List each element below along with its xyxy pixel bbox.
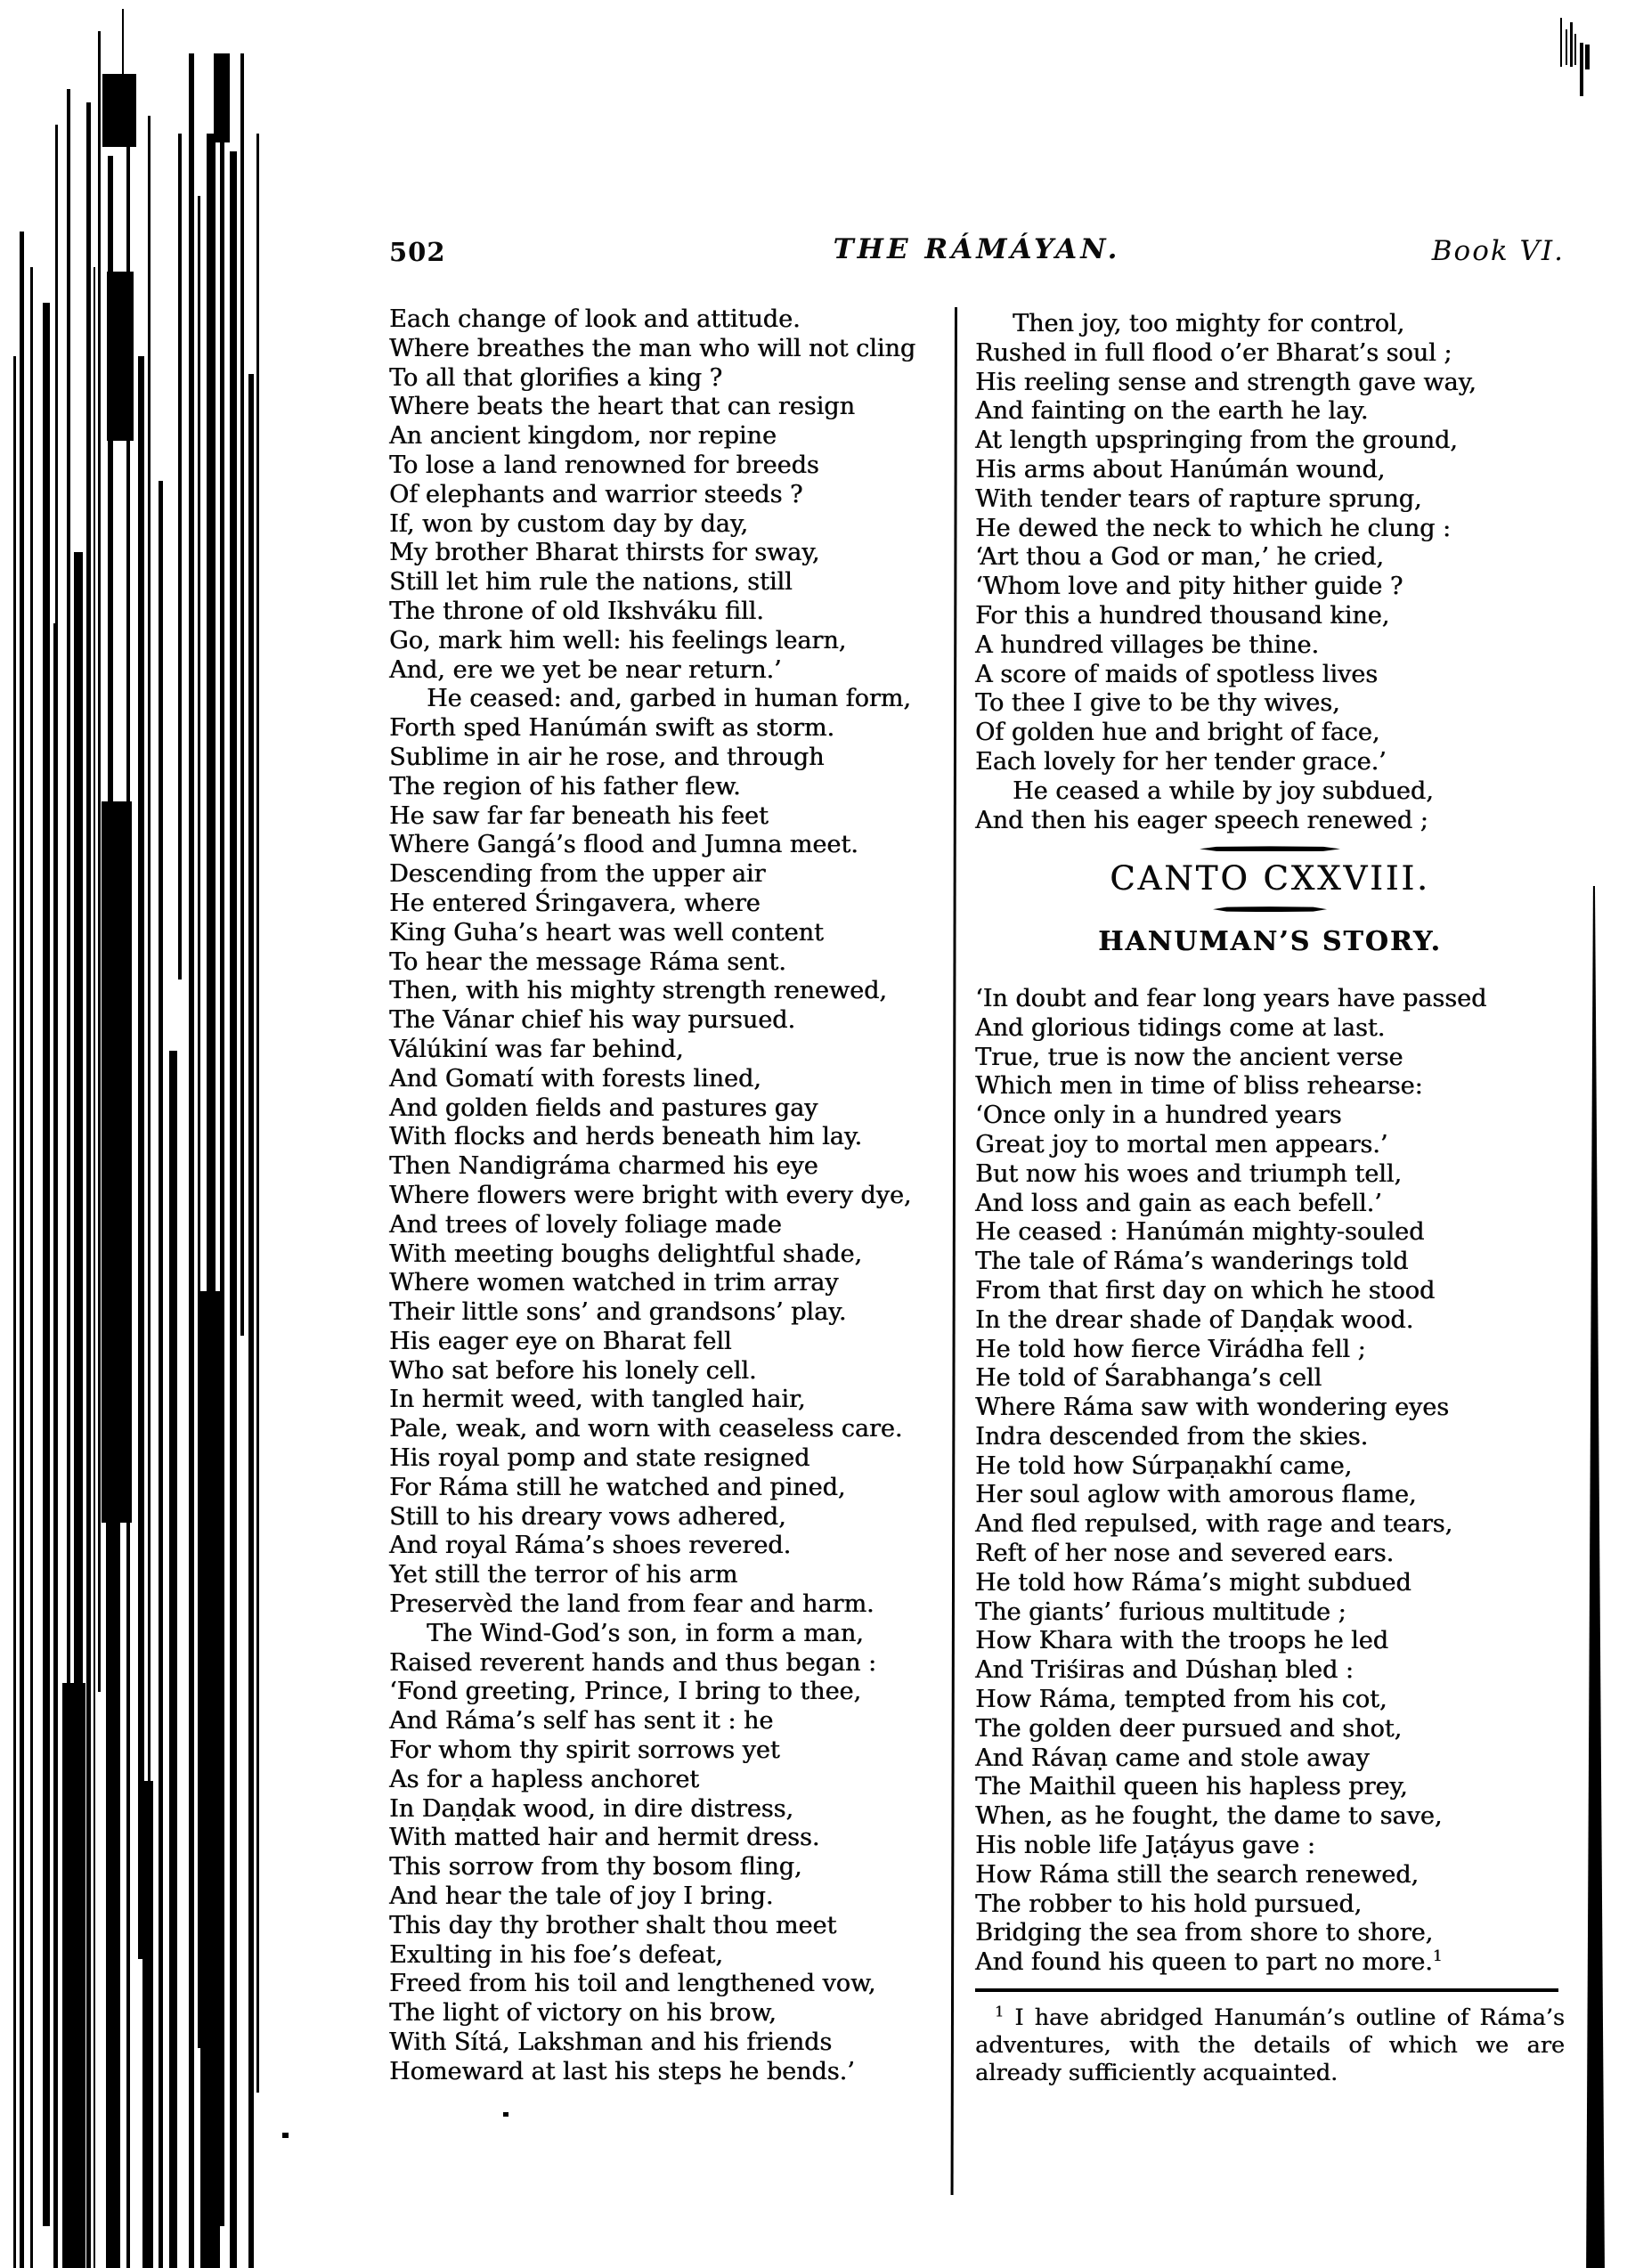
- verse-line: King Guha’s heart was well content: [389, 918, 824, 947]
- verse-line: And then his eager speech renewed ;: [975, 806, 1428, 834]
- verse-line: Homeward at last his steps he bends.’: [389, 2057, 855, 2085]
- verse-line: Of golden hue and bright of face,: [975, 719, 1380, 747]
- page-number: 502: [389, 237, 446, 267]
- canto-verse: [975, 985, 1565, 1978]
- verse-line: Raised reverent hands and thus began :: [389, 1648, 876, 1677]
- verse-line: And golden fields and pastures gay: [389, 1093, 818, 1122]
- verse-line: Her soul aglow with amorous flame,: [975, 1481, 1417, 1509]
- verse-line: For whom thy spirit sorrows yet: [389, 1736, 780, 1765]
- scan-streak: [1574, 34, 1576, 65]
- scan-streak: [98, 31, 101, 1692]
- right-column: [975, 310, 1565, 2087]
- verse-line: The giants’ furious multitude ;: [975, 1597, 1346, 1626]
- verse-line: His noble life Jaṭáyus gave :: [975, 1832, 1315, 1860]
- verse-line: Which men in time of bliss rehearse:: [975, 1072, 1423, 1101]
- scan-streak: [43, 303, 50, 2226]
- verse-line: My brother Bharat thirsts for sway,: [389, 539, 820, 567]
- verse-line: He told how Súrpaṇakhí came,: [975, 1451, 1353, 1480]
- verse-line: Where breathes the man who will not cling: [389, 334, 916, 362]
- verse-line: And fled repulsed, with rage and tears,: [975, 1510, 1453, 1539]
- verse-line: Of elephants and warrior steeds ?: [389, 480, 803, 508]
- verse-line: In hermit weed, with tangled hair,: [389, 1386, 806, 1414]
- ornament-rule: [1200, 846, 1340, 851]
- ornament-rule: [1213, 906, 1327, 912]
- verse-line: Each lovely for her tender grace.’: [975, 747, 1387, 776]
- verse-line: Yet still the terror of his arm: [389, 1561, 738, 1589]
- right-column-verse: [975, 310, 1565, 835]
- verse-line: Freed from his toil and lengthened vow,: [389, 1970, 876, 1998]
- verse-line: The robber to his hold pursued,: [975, 1890, 1363, 1918]
- verse-line: Preservèd the land from fear and harm.: [389, 1590, 875, 1619]
- scan-streak: [256, 134, 259, 2093]
- verse-line: This day thy brother shalt thou meet: [389, 1911, 837, 1939]
- verse-line: And, ere we yet be near return.’: [389, 655, 782, 684]
- verse-line: He entered Śringavera, where: [389, 889, 761, 917]
- scan-streak: [220, 53, 224, 2226]
- scan-streak: [1566, 29, 1567, 65]
- scan-streak: [214, 53, 230, 142]
- scan-streak: [1580, 43, 1583, 96]
- scan-streak: [108, 156, 113, 801]
- verse-line: The throne of old Ikshváku fill.: [389, 597, 764, 625]
- footnote-rule: [975, 1988, 1558, 1992]
- scan-streak: [102, 801, 132, 1523]
- verse-line: And fainting on the earth he lay.: [975, 397, 1369, 426]
- verse-line: The golden deer pursued and shot,: [975, 1714, 1403, 1743]
- verse-line: He told how fierce Virádha fell ;: [975, 1335, 1366, 1363]
- verse-line: With tender tears of rapture sprung,: [975, 484, 1422, 513]
- verse-line: And Gomatí with forests lined,: [389, 1064, 761, 1093]
- verse-line: His reeling sense and strength gave way,: [975, 368, 1477, 396]
- verse-line: A hundred villages be thine.: [975, 630, 1319, 659]
- verse-line: And glorious tidings come at last.: [975, 1013, 1386, 1042]
- verse-line: And Triśiras and Dúshaṇ bled :: [975, 1656, 1354, 1685]
- verse-line: As for a hapless anchoret: [389, 1765, 700, 1793]
- verse-line: If, won by custom day by day,: [389, 509, 748, 538]
- verse-line: In the drear shade of Daṇḍak wood.: [975, 1305, 1414, 1334]
- scan-streak: [230, 151, 237, 2268]
- verse-line: And Ráma’s self has sent it : he: [389, 1707, 774, 1736]
- canto-subheading: HANUMAN’S STORY.: [1098, 926, 1442, 958]
- verse-line: With flocks and herds beneath him lay.: [389, 1123, 863, 1151]
- scan-streak: [142, 1781, 153, 2268]
- verse-line: With matted hair and hermit dress.: [389, 1824, 820, 1852]
- scan-streak: [94, 267, 95, 2268]
- verse-line: Indra descended from the skies.: [975, 1422, 1369, 1451]
- verse-line: His eager eye on Bharat fell: [389, 1327, 732, 1355]
- verse-line: His royal pomp and state resigned: [389, 1444, 810, 1473]
- verse-line: And royal Ráma’s shoes revered.: [389, 1532, 792, 1560]
- scan-streak: [240, 53, 244, 1336]
- scan-streak: [106, 1523, 120, 2268]
- running-title: THE RÁMÁYAN.: [833, 233, 1121, 265]
- verse-line: Bridging the sea from shore to shore,: [975, 1919, 1434, 1947]
- scan-streak: [200, 1291, 220, 2268]
- verse-line: And loss and gain as each befell.’: [975, 1189, 1382, 1217]
- verse-line: Exulting in his foe’s defeat,: [389, 1940, 723, 1969]
- left-column: [389, 305, 964, 2087]
- verse-line: He told how Ráma’s might subdued: [975, 1568, 1411, 1597]
- verse-line: His arms about Hanúmán wound,: [975, 455, 1386, 484]
- verse-line: The light of victory on his brow,: [389, 1999, 777, 2028]
- verse-line: Still let him rule the nations, still: [389, 568, 793, 597]
- book-label: Book VI.: [1431, 235, 1565, 267]
- verse-line: The Maithil queen his hapless prey,: [975, 1773, 1408, 1801]
- scan-streak: [1570, 22, 1573, 67]
- verse-line: Where flowers were bright with every dye,: [389, 1181, 912, 1209]
- verse-line: At length upspringing from the ground,: [975, 427, 1458, 455]
- verse-line: Great joy to mortal men appears.’: [975, 1130, 1388, 1158]
- verse-line: Reft of her nose and severed ears.: [975, 1540, 1395, 1568]
- verse-line: Válúkiní was far behind,: [389, 1035, 684, 1063]
- scan-speck: [282, 2133, 289, 2138]
- verse-line: The Wind-God’s son, in form a man,: [427, 1619, 864, 1647]
- verse-line: ‘Art thou a God or man,’ he cried,: [975, 543, 1384, 572]
- scan-speck: [503, 2112, 508, 2117]
- verse-line: ‘Whom love and pity hither guide ?: [975, 573, 1403, 601]
- scan-streak: [1585, 45, 1590, 69]
- verse-line: He ceased : Hanúmán mighty-souled: [975, 1218, 1425, 1247]
- scan-streak: [159, 481, 163, 2268]
- verse-line: A score of maids of spotless lives: [975, 660, 1379, 688]
- verse-line: The tale of Ráma’s wanderings told: [975, 1248, 1409, 1276]
- verse-line: But now his woes and triumph tell,: [975, 1159, 1402, 1188]
- verse-line: Then, with his mighty strength renewed,: [389, 977, 887, 1005]
- verse-line: Then Nandigráma charmed his eye: [389, 1152, 818, 1181]
- verse-line: To hear the message Ráma sent.: [389, 947, 786, 976]
- verse-line: Who sat before his lonely cell.: [389, 1356, 757, 1385]
- verse-line: To thee I give to be thy wives,: [975, 689, 1340, 718]
- verse-line: When, as he fought, the dame to save,: [975, 1802, 1443, 1831]
- verse-line: With meeting boughs delightful shade,: [389, 1240, 862, 1268]
- verse-line: ‘In doubt and fear long years have passed: [975, 984, 1487, 1012]
- verse-line: Where Gangá’s flood and Jumna meet.: [389, 831, 858, 859]
- scan-streak: [20, 232, 24, 2268]
- scan-streak: [86, 102, 91, 2268]
- scan-streak: [107, 272, 134, 441]
- verse-line: Forth sped Hanúmán swift as storm.: [389, 714, 834, 743]
- footnote-text: I have abridged Hanumán’s outline of Ráma’s adventures, with the details of which we are already sufficiently acquainted.: [975, 2004, 1565, 2087]
- verse-line: Their little sons’ and grandsons’ play.: [389, 1298, 847, 1327]
- verse-line: And trees of lovely foliage made: [389, 1210, 782, 1239]
- verse-line: Go, mark him well: his feelings learn,: [389, 626, 847, 654]
- scan-streak: [189, 53, 194, 2268]
- verse-line: Pale, weak, and worn with ceaseless care.: [389, 1415, 903, 1443]
- scan-streak: [169, 1051, 177, 2268]
- verse-line: How Khara with the troops he led: [975, 1627, 1388, 1655]
- verse-line: For this a hundred thousand kine,: [975, 601, 1390, 630]
- verse-line: He saw far far beneath his feet: [389, 801, 769, 830]
- verse-line: The region of his father flew.: [389, 772, 741, 801]
- verse-line: He told of Śarabhanga’s cell: [975, 1364, 1322, 1393]
- canto-heading: CANTO CXXVIII.: [1110, 859, 1430, 898]
- verse-line: In Daṇḍak wood, in dire distress,: [389, 1794, 793, 1823]
- scan-streak: [248, 374, 254, 2268]
- verse-line: Rushed in full flood o’er Bharat’s soul ;: [975, 338, 1452, 367]
- scan-streak: [223, 134, 224, 374]
- scan-streak: [178, 134, 182, 980]
- verse-line: Where Ráma saw with wondering eyes: [975, 1394, 1450, 1422]
- verse-line: How Ráma, tempted from his cot,: [975, 1686, 1387, 1714]
- verse-line: ‘Once only in a hundred years: [975, 1101, 1342, 1130]
- verse-line: Where beats the heart that can resign: [389, 393, 855, 421]
- verse-line: He dewed the neck to which he clung :: [975, 514, 1451, 542]
- verse-line: To all that glorifies a king ?: [389, 363, 723, 392]
- verse-line: To lose a land renowned for breeds: [389, 451, 819, 479]
- verse-line: True, true is now the ancient verse: [975, 1043, 1403, 1071]
- verse-line: Each change of look and attitude.: [389, 305, 801, 333]
- verse-line: ‘Fond greeting, Prince, I bring to thee,: [389, 1678, 861, 1706]
- verse-line: Descending from the upper air: [389, 860, 766, 889]
- scan-streak: [138, 356, 144, 1959]
- verse-line: An ancient kingdom, nor repine: [389, 422, 777, 451]
- scan-streak: [55, 125, 58, 2268]
- verse-line: Then joy, too mighty for control,: [1013, 310, 1405, 337]
- verse-line: Where women watched in trim array: [389, 1269, 839, 1297]
- verse-line: And Rávaṇ came and stole away: [975, 1744, 1370, 1772]
- verse-line: And found his queen to part no more.$^1$: [975, 1947, 1443, 1977]
- verse-line: The Vánar chief his way pursued.: [389, 1006, 795, 1035]
- scan-streak: [62, 1683, 85, 2268]
- footnote-marker: 1: [995, 2003, 1005, 2020]
- verse-line: From that first day on which he stood: [975, 1276, 1436, 1305]
- scan-streak: [30, 267, 33, 2268]
- scan-streak: [1560, 18, 1562, 67]
- verse-line: For Ráma still he watched and pined,: [389, 1473, 846, 1501]
- scan-artifact-right-edge: [1583, 886, 1607, 2268]
- scan-streak: [102, 74, 136, 147]
- footnote: [975, 2004, 1565, 2087]
- verse-line: And hear the tale of joy I bring.: [389, 1882, 774, 1911]
- verse-line: Sublime in air he rose, and through: [389, 743, 825, 771]
- verse-line: Still to his dreary vows adhered,: [389, 1502, 786, 1531]
- footnote-ref: 1: [1432, 1947, 1443, 1966]
- verse-line: He ceased: and, garbed in human form,: [427, 685, 911, 713]
- verse-line: He ceased a while by joy subdued,: [1013, 776, 1434, 805]
- verse-line: This sorrow from thy bosom fling,: [389, 1853, 802, 1882]
- verse-line: With Sítá, Lakshman and his friends: [389, 2028, 833, 2057]
- verse-line: How Ráma still the search renewed,: [975, 1860, 1419, 1889]
- scan-streak: [13, 356, 16, 2268]
